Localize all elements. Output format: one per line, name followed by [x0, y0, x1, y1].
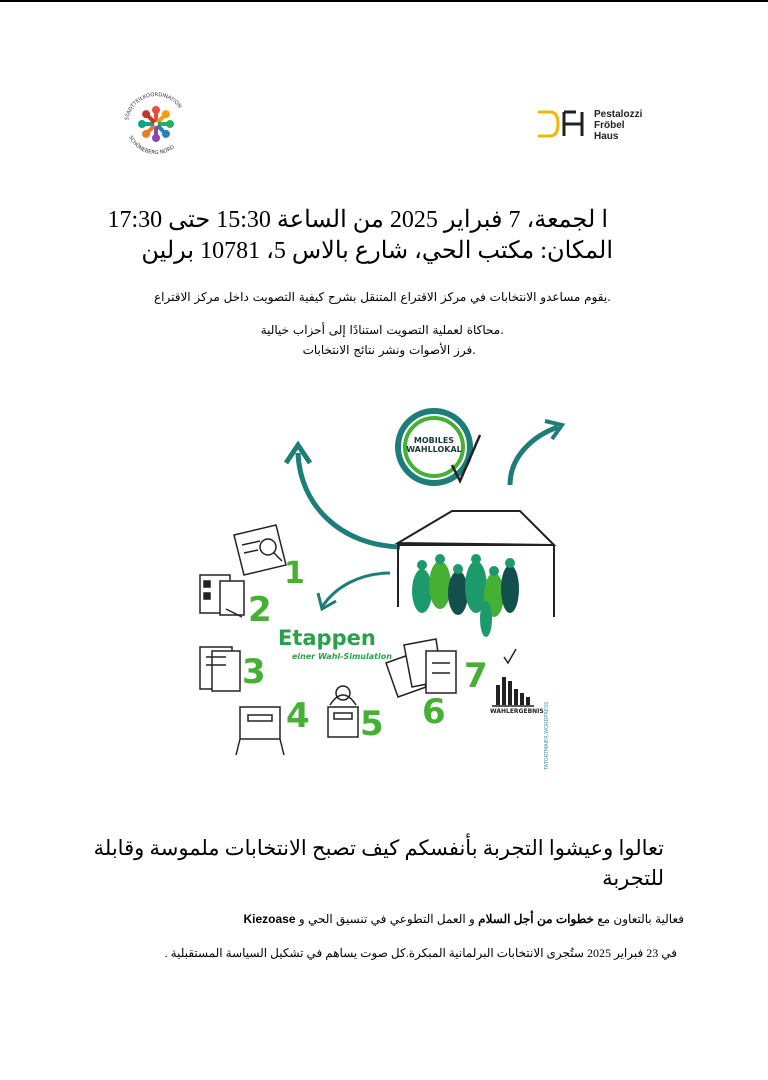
step-1-documents — [234, 525, 286, 575]
pfh-logo-text: Pestalozzi Fröbel Haus — [594, 109, 643, 142]
event-place-line: المكان: مكتب الحي، شارع بالاس 5، 10781 برلين — [141, 238, 613, 264]
event-description-1: .يقوم مساعدو الانتخابات في مركز الاقتراع المتنقل بشرح كيفية التصويت داخل مركز الاقتراع — [153, 290, 611, 304]
cooperation-line — [243, 912, 684, 926]
step-number-2: 2 — [248, 590, 272, 630]
etappen-title: Etappen — [278, 626, 376, 650]
svg-text:SCHÖNEBERG NORD: SCHÖNEBERG NORD — [127, 134, 176, 157]
coop-middle: و العمل التطوعي في تنسيق الحي و — [295, 912, 479, 926]
step-number-3: 3 — [242, 652, 266, 692]
step-number-4: 4 — [286, 696, 310, 736]
election-date-line: في 23 فبراير 2025 ستُجرى الانتخابات البرلمانية المبكرة.كل صوت يساهم في تشكيل السياسة المستقبلية . — [164, 946, 677, 960]
step-number-7: 7 — [464, 656, 488, 696]
result-label: WAHLERGEBNIS — [490, 708, 544, 715]
coop-partner-bold: خطوات من أجل السلام — [478, 912, 594, 926]
voter-crowd — [412, 554, 519, 637]
event-date-line: ا لجمعة، 7 فبراير 2025 من الساعة 15:30 حتى 17:30 — [107, 207, 608, 233]
stadtteilkoordination-logo — [120, 88, 192, 160]
step-4-voting-booth — [236, 707, 284, 755]
coop-org: Kiezoase — [243, 912, 296, 926]
arrow-right-up — [510, 427, 558, 485]
etappen-subtitle: einer Wahl-Simulation — [292, 652, 392, 661]
step-number-1: 1 — [284, 556, 305, 591]
top-border — [0, 0, 768, 2]
step-7-results-chart — [492, 649, 534, 706]
event-description-3: .فرز الأصوات ونشر نتائج الانتخابات — [302, 343, 476, 357]
footer-headline-line1: تعالوا وعيشوا التجربة بأنفسكم كيف تصبح الانتخابات ملموسة وقابلة — [93, 836, 664, 860]
step-3-ballots — [200, 647, 240, 691]
mobiles-wahllokal-text: MOBILES WAHLLOKAL — [406, 436, 462, 454]
step-2-posters — [200, 575, 244, 617]
step-number-5: 5 — [360, 704, 384, 744]
arrow-left-up — [298, 453, 400, 547]
coop-prefix: فعالية بالتعاون مع — [593, 912, 684, 926]
svg-text:STADTTEILKOORDINATION: STADTTEILKOORDINATION — [124, 91, 183, 121]
step-5-ballot-box — [328, 686, 358, 737]
step-6-counting — [386, 639, 456, 697]
step-number-6: 6 — [422, 692, 446, 732]
illustration-credit: TATORTMAIER.WORDPRESS — [544, 701, 550, 770]
footer-headline-line2: للتجربة — [602, 866, 664, 890]
event-description-2: .محاكاة لعملية التصويت استنادًا إلى أحزاب خيالية — [260, 323, 504, 337]
